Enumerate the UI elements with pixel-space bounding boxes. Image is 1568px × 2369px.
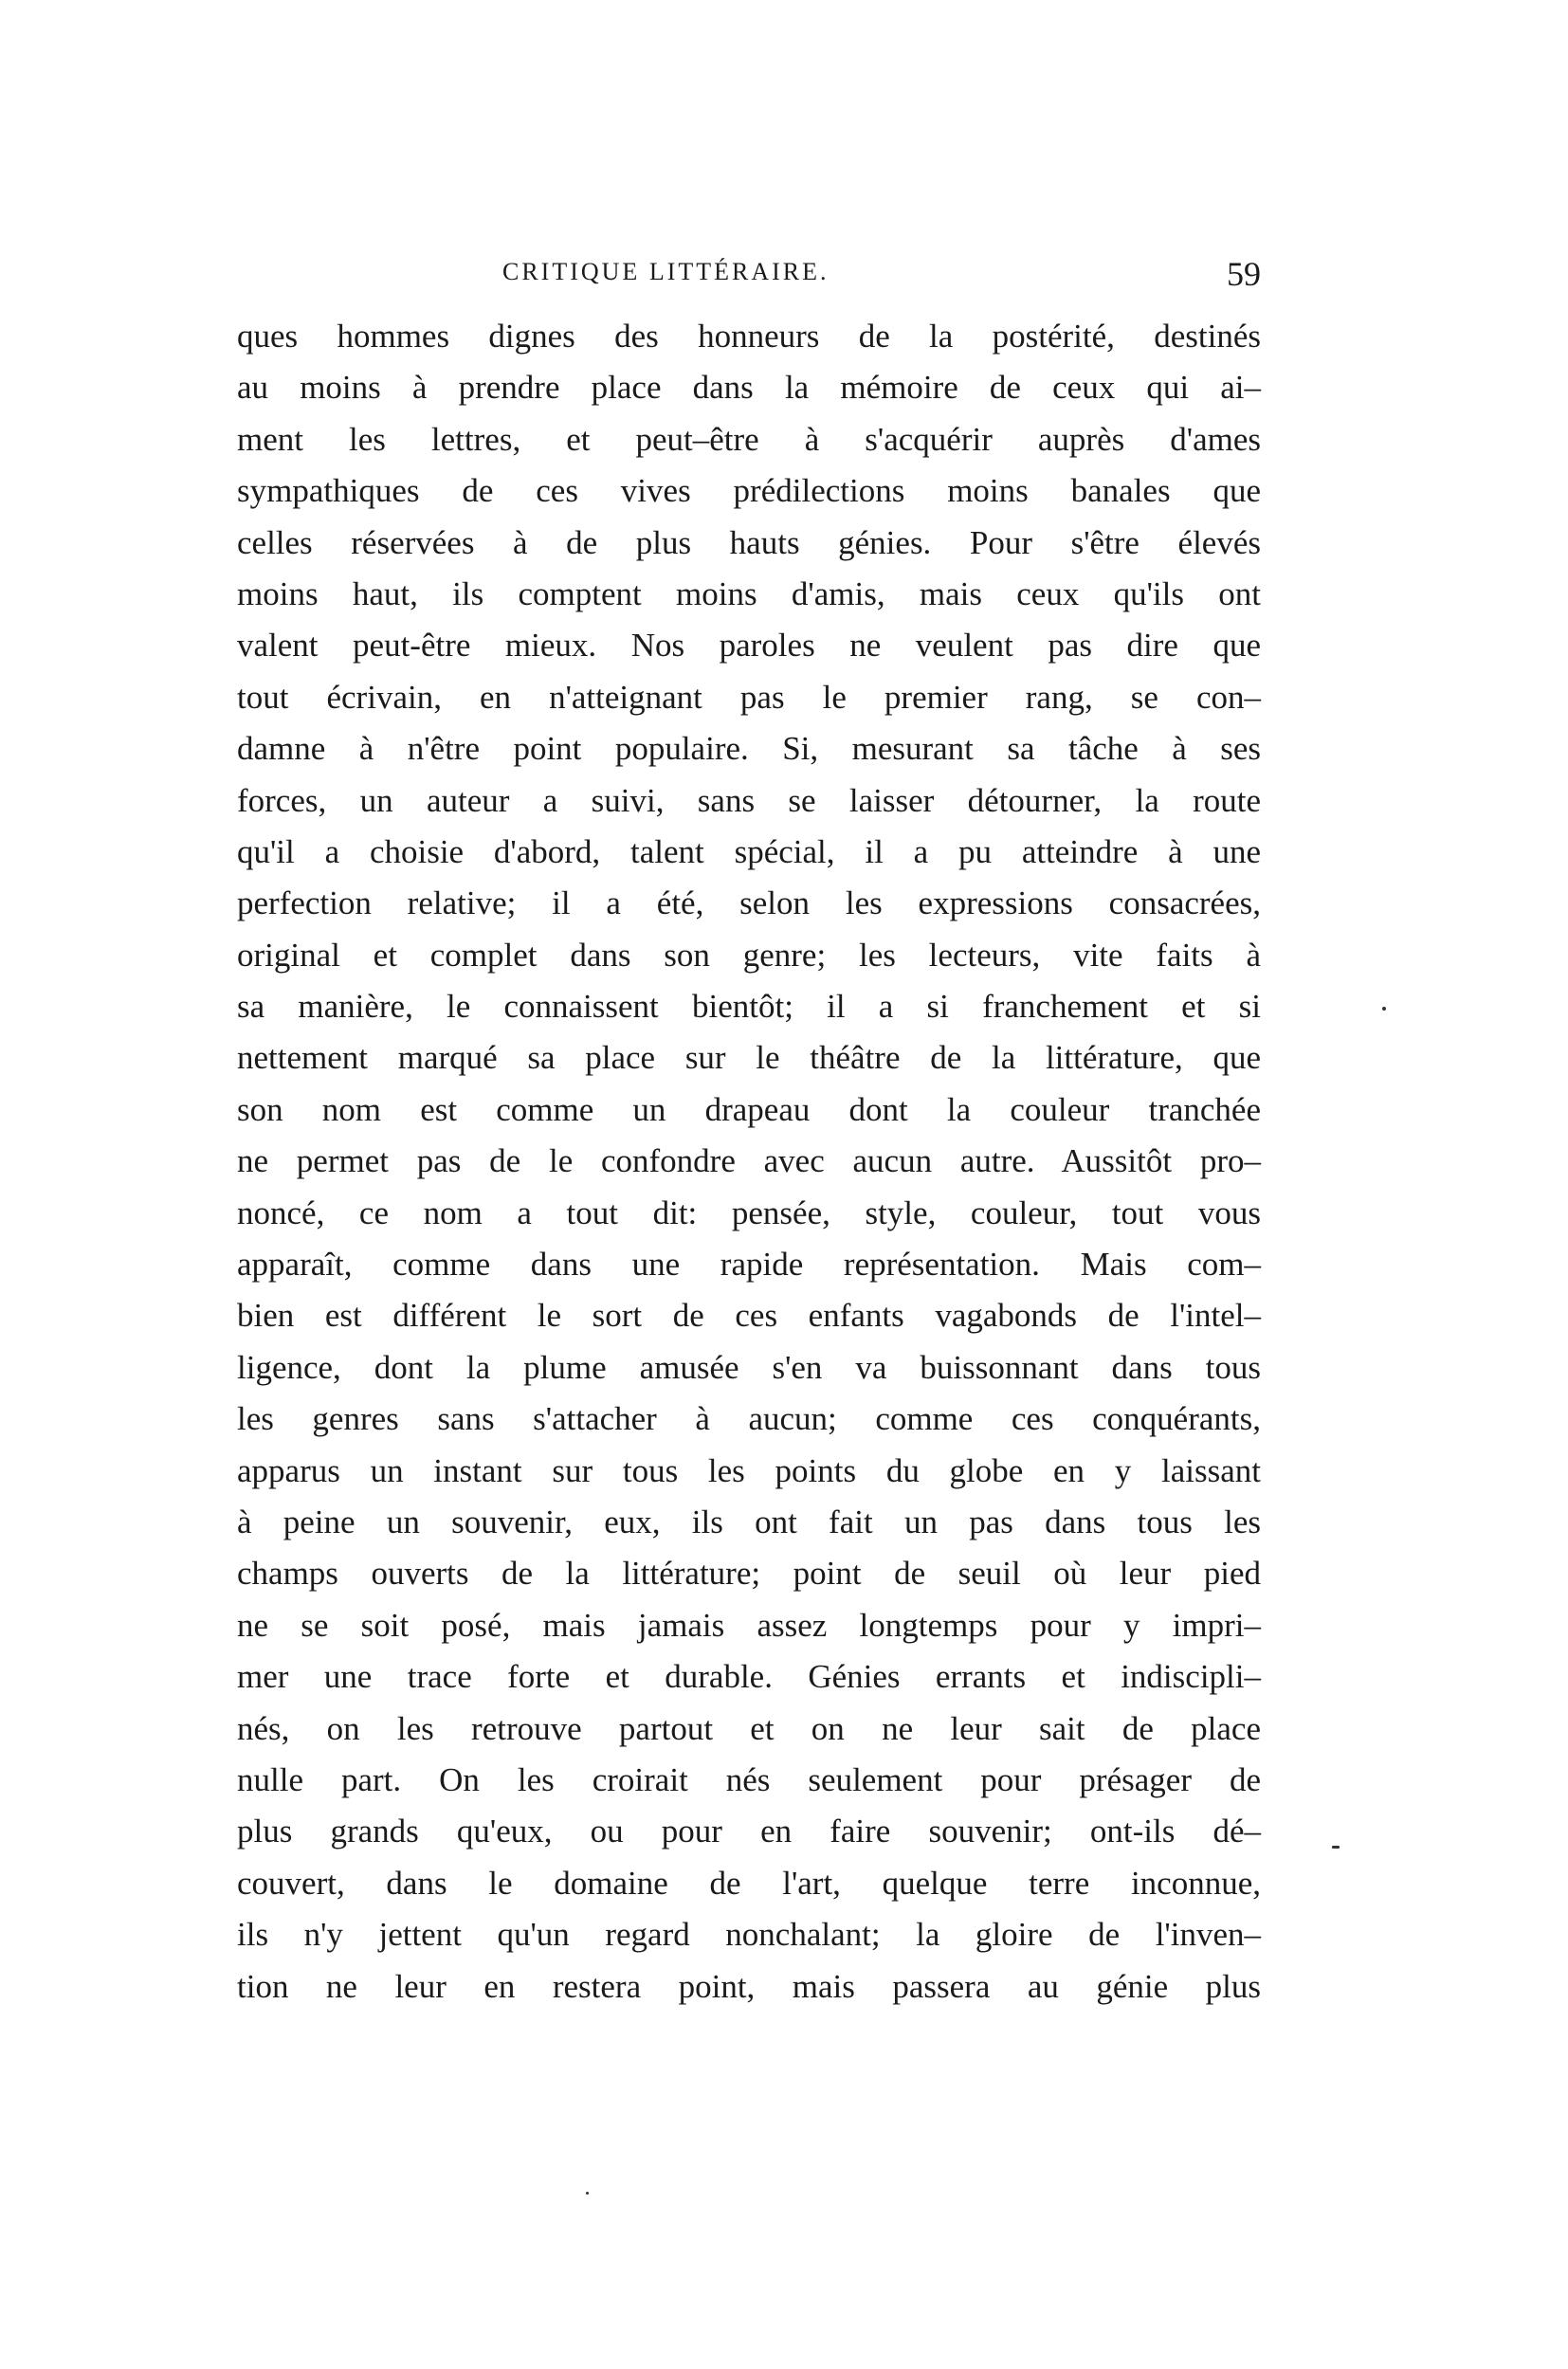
text-line: original et complet dans son genre; les lecteurs, vite faits à <box>237 936 1261 974</box>
text-line: à peine un souvenir, eux, ils ont fait un pas dans tous les <box>237 1503 1261 1540</box>
body-text <box>237 311 1261 2013</box>
text-line: moins haut, ils comptent moins d'amis, mais ceux qu'ils ont <box>237 574 1261 612</box>
text-line: apparus un instant sur tous les points du globe en y laissant <box>237 1451 1261 1489</box>
print-speck <box>586 2192 589 2195</box>
text-line: celles réservées à de plus hauts génies. Pour s'être élevés <box>237 523 1261 561</box>
text-line: noncé, ce nom a tout dit: pensée, style, couleur, tout vous <box>237 1194 1261 1231</box>
text-line: nettement marqué sa place sur le théâtre de la littérature, que <box>237 1039 1261 1077</box>
text-line: apparaît, comme dans une rapide représentation. Mais com– <box>237 1246 1261 1284</box>
text-line: tion ne leur en restera point, mais passera au génie plus <box>237 1967 1261 2005</box>
page-number: 59 <box>1227 255 1261 293</box>
print-speck <box>1332 1846 1340 1849</box>
text-line: couvert, dans le domaine de l'art, quelque terre inconnue, <box>237 1864 1261 1902</box>
text-line: les genres sans s'attacher à aucun; comme ces conquérants, <box>237 1400 1261 1438</box>
text-line: damne à n'être point populaire. Si, mesurant sa tâche à ses <box>237 730 1261 768</box>
text-line: ils n'y jettent qu'un regard nonchalant; la gloire de l'inven– <box>237 1916 1261 1954</box>
text-line: nés, on les retrouve partout et on ne leur sait de place <box>237 1709 1261 1747</box>
text-line: ligence, dont la plume amusée s'en va buissonnant dans tous <box>237 1348 1261 1386</box>
running-head <box>237 255 1261 296</box>
text-line: ne se soit posé, mais jamais assez longtemps pour y impri– <box>237 1606 1261 1644</box>
print-speck <box>1382 1007 1386 1011</box>
text-line: tout écrivain, en n'atteignant pas le premier rang, se con– <box>237 678 1261 716</box>
text-line: au moins à prendre place dans la mémoire de ceux qui ai– <box>237 369 1261 407</box>
text-line: forces, un auteur a suivi, sans se laisser détourner, la route <box>237 781 1261 819</box>
text-line: ment les lettres, et peut–être à s'acquérir auprès d'ames <box>237 420 1261 458</box>
text-line: bien est différent le sort de ces enfants vagabonds de l'intel– <box>237 1297 1261 1335</box>
text-line: son nom est comme un drapeau dont la couleur tranchée <box>237 1090 1261 1128</box>
text-line: ques hommes dignes des honneurs de la postérité, destinés <box>237 318 1261 355</box>
text-line: plus grands qu'eux, ou pour en faire souvenir; ont-ils dé– <box>237 1813 1261 1850</box>
text-line: qu'il a choisie d'abord, talent spécial, il a pu atteindre à une <box>237 832 1261 870</box>
text-line: sympathiques de ces vives prédilections moins banales que <box>237 472 1261 510</box>
text-line: champs ouverts de la littérature; point de seuil où leur pied <box>237 1555 1261 1593</box>
text-line: nulle part. On les croirait nés seulement pour présager de <box>237 1760 1261 1798</box>
text-line: mer une trace forte et durable. Génies errants et indiscipli– <box>237 1658 1261 1696</box>
text-line: sa manière, le connaissent bientôt; il a si franchement et si <box>237 988 1261 1026</box>
text-line: ne permet pas de le confondre avec aucun autre. Aussitôt pro– <box>237 1142 1261 1180</box>
text-line: perfection relative; il a été, selon les expressions consacrées, <box>237 884 1261 922</box>
running-title: CRITIQUE LITTÉRAIRE. <box>502 258 830 285</box>
text-line: valent peut-être mieux. Nos paroles ne veulent pas dire que <box>237 627 1261 665</box>
